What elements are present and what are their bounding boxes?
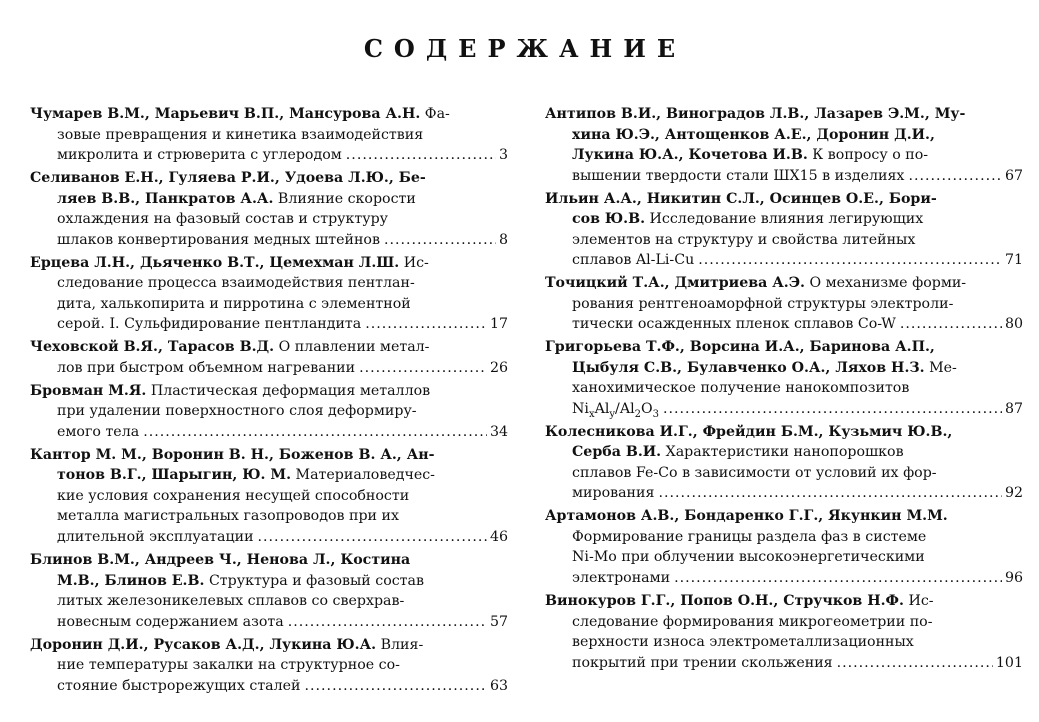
dot-leader — [384, 230, 496, 251]
toc-entry-line — [30, 125, 508, 146]
toc-entry-title: Фа- — [420, 106, 450, 122]
page-number: 92 — [1004, 485, 1023, 502]
toc-entry — [30, 104, 508, 166]
toc-entry-line — [30, 612, 508, 633]
toc-entry-authors: Серба В.И. — [572, 444, 662, 461]
page-number: 26 — [489, 359, 508, 376]
toc-entry-title: электронами — [572, 569, 671, 586]
toc-entry — [545, 422, 1023, 504]
toc-entry-line — [30, 506, 508, 527]
toc-entry-title: рования рентгеноаморфной структуры электроли- — [572, 295, 954, 312]
toc-entry-text — [572, 483, 654, 504]
toc-entry-authors: Ильин А.А., Никитин С.Л., Осинцев О.Е., Бори- — [545, 190, 937, 207]
toc-entry-title: охлаждения на фазовый состав и структуру — [57, 211, 389, 228]
toc-entry-line — [30, 676, 508, 697]
toc-entry-line — [30, 337, 508, 358]
toc-entry-authors: Чумарев В.М., Марьевич В.П., Мансурова А.Н. — [30, 106, 421, 122]
toc-entry — [30, 445, 508, 548]
toc-entry-text — [57, 676, 301, 697]
page-number: 80 — [1004, 316, 1023, 333]
toc-entry-authors: Лукина Ю.А., Кочетова И.В. — [572, 147, 808, 163]
toc-entry-authors: Доронин Д.И., Русаков А.Д., Лукина Ю.А. — [30, 636, 377, 653]
toc-entry-line — [545, 653, 1023, 674]
toc-entry-line — [30, 571, 508, 592]
toc-entry-title: К вопросу о по- — [807, 147, 929, 163]
toc-entry-title: покрытий при трении скольжения — [572, 654, 833, 671]
toc-entry-line — [30, 358, 508, 379]
toc-entry-title: /Al — [615, 400, 635, 417]
dot-leader — [698, 250, 1002, 271]
toc-entry-line — [545, 612, 1023, 633]
toc-entry-line — [545, 294, 1023, 315]
toc-entry-title: Пластическая деформация металлов — [146, 382, 431, 399]
toc-entry-line — [545, 145, 1023, 166]
toc-entry-line — [545, 378, 1023, 399]
toc-entry — [545, 337, 1023, 419]
toc-entry-authors: тонов В.Г., Шарыгин, Ю. М. — [57, 467, 292, 484]
page-number: 101 — [995, 654, 1023, 671]
toc-entry-line — [545, 483, 1023, 504]
page-number: 71 — [1004, 252, 1023, 269]
toc-entry-authors: Антипов В.И., Виноградов Л.В., Лазарев Э.М., Му- — [545, 106, 966, 122]
toc-entry-title: емого тела — [57, 423, 140, 440]
toc-column-right — [545, 104, 1023, 676]
toc-entry-line — [30, 527, 508, 548]
page-number: 8 — [498, 231, 508, 248]
toc-entry-authors: сов Ю.В. — [572, 211, 646, 228]
toc-entry-authors: Ерцева Л.Н., Дьяченко В.Т., Цемехман Л.Ш. — [30, 254, 400, 271]
toc-entry-line — [30, 445, 508, 466]
page-number: 3 — [498, 147, 508, 163]
toc-entry-text — [57, 145, 342, 166]
page-title: СОДЕРЖАНИЕ — [363, 34, 687, 63]
toc-entry-line — [545, 506, 1023, 527]
toc-entry-line — [30, 465, 508, 486]
dot-leader — [143, 422, 487, 443]
toc-entry-subscript: 3 — [652, 408, 660, 420]
dot-leader — [900, 314, 1002, 335]
toc-entry-text — [572, 568, 670, 589]
toc-entry-title: Формирование границы раздела фаз в системе — [572, 528, 927, 545]
toc-entry-title: верхности износа электрометаллизационных — [572, 634, 914, 651]
page-number: 57 — [489, 613, 508, 630]
dot-leader — [658, 483, 1002, 504]
toc-entry-title: кие условия сохранения несущей способности — [57, 487, 410, 504]
toc-entry-title: следование процесса взаимодействия пентлан- — [57, 275, 415, 292]
dot-leader — [908, 166, 1002, 187]
toc-entry-authors: Кантор М. М., Воронин В. Н., Боженов В. А., Ан- — [30, 446, 435, 463]
toc-entry-line — [545, 273, 1023, 294]
toc-entry-line — [30, 104, 508, 125]
toc-entry-authors: Винокуров Г.Г., Попов О.Н., Стручков Н.Ф. — [545, 593, 904, 610]
toc-entry-title: сплавов Al-Li-Cu — [572, 252, 695, 269]
toc-entry — [545, 189, 1023, 271]
toc-entry-title: Исследование влияния легирующих — [645, 211, 924, 228]
toc-entry — [30, 635, 508, 697]
dot-leader — [305, 676, 487, 697]
toc-entry-title: литых железоникелевых сплавов со сверхрав- — [57, 593, 405, 610]
toc-entry-text — [57, 422, 139, 443]
toc-entry-title: Характеристики нанопорошков — [661, 444, 904, 461]
toc-entry-text — [572, 166, 904, 187]
toc-entry-line — [30, 655, 508, 676]
toc-entry — [545, 273, 1023, 335]
toc-entry-text — [572, 314, 896, 335]
toc-entry-title: элементов на структуру и свойства литейных — [572, 231, 916, 248]
toc-entry-subscript: 2 — [634, 408, 641, 420]
toc-entry-line — [30, 168, 508, 189]
toc-entry-line — [30, 145, 508, 166]
toc-entry-title: вышении твердости стали ШХ15 в изделиях — [572, 167, 905, 184]
toc-entry-authors: М.В., Блинов Е.В. — [57, 572, 205, 589]
dot-leader — [346, 145, 496, 166]
toc-entry-authors: Блинов В.М., Андреев Ч., Ненова Л., Костина — [30, 552, 411, 569]
toc-entry-line — [30, 381, 508, 402]
toc-entry-authors: Точицкий Т.А., Дмитриева А.Э. — [545, 275, 805, 292]
toc-entry-title: металла магистральных газопроводов при их — [57, 508, 399, 525]
toc-entry-line — [545, 230, 1023, 251]
toc-entry — [30, 337, 508, 378]
page-number: 87 — [1004, 400, 1023, 417]
toc-entry — [30, 168, 508, 250]
toc-entry-title: следование формирования микрогеометрии по- — [572, 613, 933, 630]
toc-entry-authors: хина Ю.Э., Антощенков А.Е., Доронин Д.И., — [572, 126, 935, 143]
toc-entry-title: ние температуры закалки на структурное со- — [57, 657, 400, 674]
toc-entry-text — [572, 399, 659, 420]
toc-entry-title: О плавлении метал- — [274, 339, 430, 356]
toc-entry-line — [30, 189, 508, 210]
dot-leader — [365, 314, 487, 335]
dot-leader — [288, 612, 487, 633]
toc-entry-title: микролита и стрюверита с углеродом — [57, 147, 342, 163]
toc-entry-title: Ni-Mo при облучении высокоэнергетическими — [572, 549, 925, 566]
toc-entry-line — [30, 550, 508, 571]
toc-entry-line — [545, 125, 1023, 146]
toc-entry-subscript: x — [588, 408, 595, 420]
toc-entry-text — [57, 527, 254, 548]
toc-entry — [30, 381, 508, 443]
page-number: 17 — [489, 316, 508, 333]
toc-entry-title: Структура и фазовый состав — [204, 572, 424, 589]
page-number: 46 — [489, 528, 508, 545]
toc-entry-authors: ляев В.В., Панкратов А.А. — [57, 190, 274, 207]
dot-leader — [258, 527, 487, 548]
toc-entry-title: зовые превращения и кинетика взаимодействия — [57, 126, 424, 143]
toc-entry-title: сплавов Fe-Co в зависимости от условий их фор- — [572, 464, 937, 481]
page-number: 96 — [1004, 569, 1023, 586]
dot-leader — [674, 568, 1002, 589]
toc-entry-title: Влия- — [376, 636, 424, 653]
toc-entry-title: новесным содержанием азота — [57, 613, 284, 630]
toc-entry-line — [545, 189, 1023, 210]
toc-entry-line — [545, 314, 1023, 335]
toc-entry-title: Влияние скорости — [273, 190, 416, 207]
toc-entry-line — [545, 358, 1023, 379]
toc-entry-title: Al — [594, 400, 610, 417]
toc-entry-title: ханохимическое получение нанокомпозитов — [572, 380, 910, 397]
toc-entry-authors: Бровман М.Я. — [30, 382, 147, 399]
toc-entry-line — [545, 166, 1023, 187]
page-number: 67 — [1004, 167, 1023, 184]
toc-entry-authors: Цыбуля С.В., Булавченко О.А., Ляхов Н.З. — [572, 359, 925, 376]
toc-entry-authors: Селиванов Е.Н., Гуляева Р.И., Удоева Л.Ю., Бе- — [30, 170, 426, 187]
toc-entry-title: шлаков конвертирования медных штейнов — [57, 231, 380, 248]
toc-entry-line — [545, 337, 1023, 358]
toc-entry-line — [30, 486, 508, 507]
toc-entry-line — [30, 422, 508, 443]
toc-entry — [545, 591, 1023, 673]
toc-entry-text — [572, 653, 833, 674]
toc-entry-title: длительной эксплуатации — [57, 528, 254, 545]
toc-entry-title: серой. I. Сульфидирование пентландита — [57, 316, 362, 333]
toc-entry-authors: Григорьева Т.Ф., Ворсина И.А., Баринова А.П., — [545, 339, 935, 356]
toc-entry-line — [545, 463, 1023, 484]
toc-entry-text — [57, 230, 380, 251]
toc-entry-line — [30, 635, 508, 656]
toc-entry-authors: Чеховской В.Я., Тарасов В.Д. — [30, 339, 275, 356]
toc-entry-line — [30, 314, 508, 335]
toc-entry-line — [545, 442, 1023, 463]
toc-entry — [545, 104, 1023, 186]
toc-entry-line — [545, 568, 1023, 589]
toc-entry-line — [545, 399, 1023, 420]
toc-entry-line — [30, 273, 508, 294]
toc-entry-line — [545, 250, 1023, 271]
toc-entry — [545, 506, 1023, 588]
toc-entry-line — [30, 591, 508, 612]
toc-entry-title: мирования — [572, 485, 655, 502]
toc-entry — [30, 550, 508, 632]
page-number: 63 — [489, 677, 508, 694]
toc-entry-title: O — [641, 400, 653, 417]
toc-entry-title: Материаловедчес- — [291, 467, 435, 484]
toc-entry-line — [545, 209, 1023, 230]
toc-entry-line — [545, 632, 1023, 653]
toc-entry-title: дита, халькопирита и пирротина с элементной — [57, 295, 411, 312]
toc-entry-title: Ис- — [399, 254, 429, 271]
toc-entry-line — [545, 104, 1023, 125]
toc-entry-line — [30, 253, 508, 274]
toc-entry-text — [57, 612, 284, 633]
toc-entry-text — [57, 358, 355, 379]
dot-leader — [663, 399, 1002, 420]
toc-entry-line — [545, 527, 1023, 548]
toc-entry-title: стояние быстрорежущих сталей — [57, 677, 301, 694]
toc-entry-title: Ni — [572, 400, 589, 417]
toc-entry-title: Ме- — [924, 359, 957, 376]
toc-entry-title: Ис- — [903, 593, 934, 610]
dot-leader — [359, 358, 487, 379]
toc-entry-text — [572, 250, 694, 271]
toc-entry — [30, 253, 508, 335]
toc-entry-title: лов при быстром объемном нагревании — [57, 359, 356, 376]
toc-entry-line — [30, 294, 508, 315]
toc-entry-title: при удалении поверхностного слоя деформиру- — [57, 403, 417, 420]
toc-entry-text — [57, 314, 361, 335]
toc-entry-line — [30, 209, 508, 230]
toc-entry-title: тически осажденных пленок сплавов Co-W — [572, 316, 896, 333]
toc-entry-line — [30, 230, 508, 251]
toc-column-left — [30, 104, 508, 699]
toc-entry-line — [30, 401, 508, 422]
toc-entry-line — [545, 547, 1023, 568]
dot-leader — [837, 653, 993, 674]
toc-entry-line — [545, 422, 1023, 443]
page-number: 34 — [489, 423, 508, 440]
toc-entry-line — [545, 591, 1023, 612]
toc-entry-authors: Артамонов А.В., Бондаренко Г.Г., Якункин М.М. — [545, 508, 948, 525]
toc-entry-subscript: y — [609, 408, 616, 420]
toc-entry-title: О механизме форми- — [804, 275, 967, 292]
toc-entry-authors: Колесникова И.Г., Фрейдин Б.М., Кузьмич Ю.В., — [545, 423, 953, 440]
